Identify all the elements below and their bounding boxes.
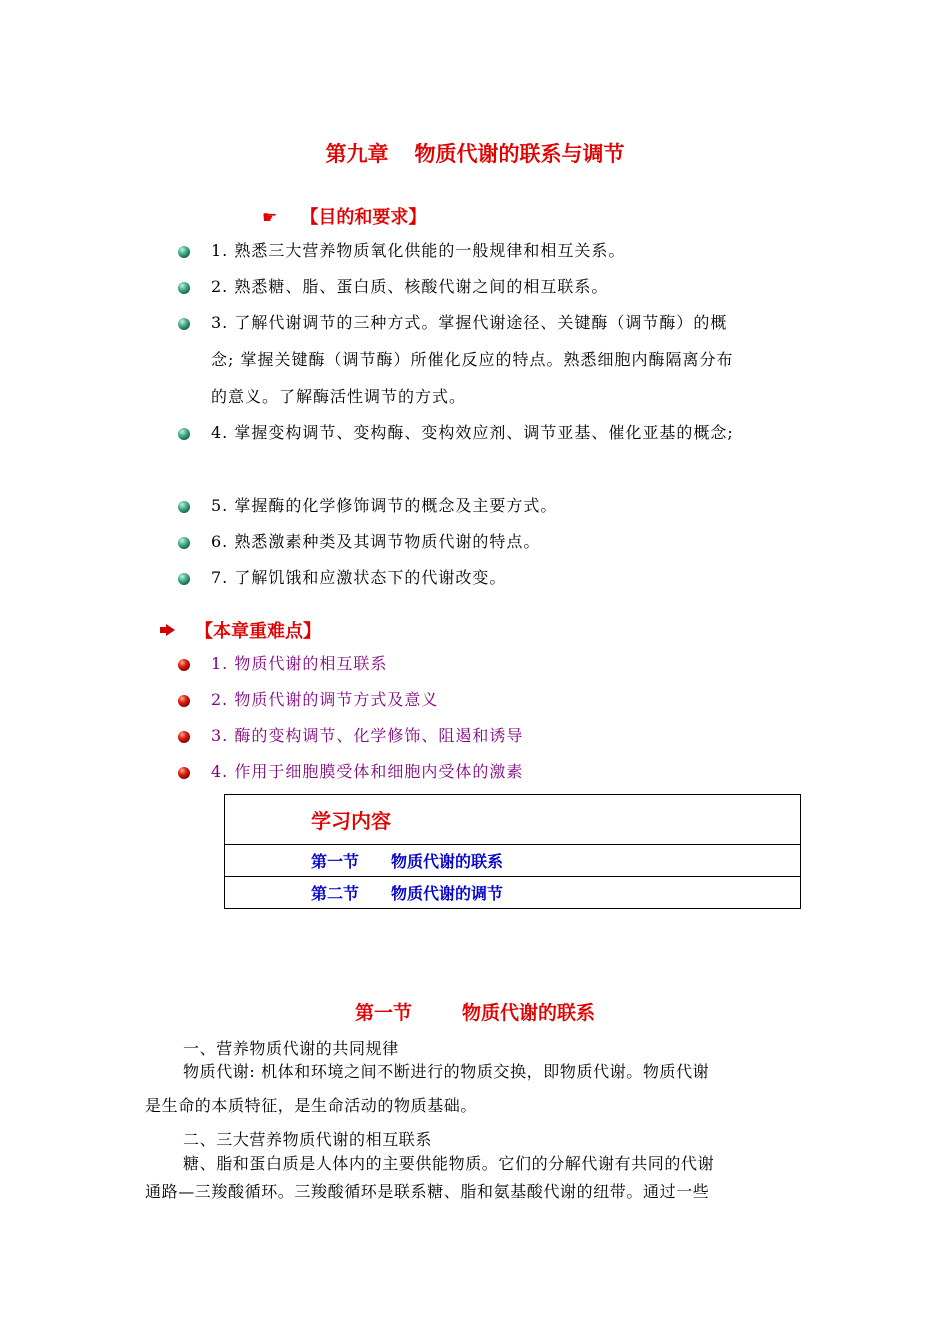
teal-bullet-icon — [178, 573, 190, 585]
teal-bullet-icon — [178, 282, 190, 294]
study-content-row[interactable] — [225, 845, 801, 877]
teal-bullet-icon — [178, 246, 190, 258]
section-title — [0, 998, 950, 1025]
section-name: 物质代谢的联系 — [391, 852, 504, 871]
pointing-hand-icon: ☛ — [262, 208, 278, 228]
teal-bullet-icon — [178, 537, 190, 549]
subheading: 一、营养物质代谢的共同规律 — [183, 1039, 399, 1058]
objective-item: 4. 掌握变构调节、变构酶、变构效应剂、调节亚基、催化亚基的概念; — [211, 423, 734, 442]
section-number: 第二节 — [311, 884, 360, 903]
teal-bullet-icon — [178, 318, 190, 330]
objectives-header — [262, 203, 426, 229]
section-name: 物质代谢的调节 — [391, 884, 504, 903]
body-paragraph-line: 通路—三羧酸循环。三羧酸循环是联系糖、脂和氨基酸代谢的纽带。通过一些 — [145, 1182, 710, 1201]
chapter-number: 第九章 — [325, 142, 389, 166]
section-number: 第一节 — [354, 1002, 412, 1024]
chapter-name: 物质代谢的联系与调节 — [414, 142, 625, 166]
objective-item: 2. 熟悉糖、脂、蛋白质、核酸代谢之间的相互联系。 — [211, 277, 609, 296]
study-content-title: 学习内容 — [225, 795, 801, 845]
key-point-item: 2. 物质代谢的调节方式及意义 — [211, 690, 439, 709]
key-point-item: 1. 物质代谢的相互联系 — [211, 654, 388, 673]
key-points-heading: 【本章重难点】 — [195, 621, 321, 642]
arrow-right-icon — [160, 624, 175, 636]
red-bullet-icon — [178, 731, 190, 743]
objective-item: 3. 了解代谢调节的三种方式。掌握代谢途径、关键酶（调节酶）的概 — [211, 313, 728, 332]
objectives-heading: 【目的和要求】 — [300, 207, 427, 228]
key-point-item: 3. 酶的变构调节、化学修饰、阻遏和诱导 — [211, 726, 524, 745]
teal-bullet-icon — [178, 501, 190, 513]
key-points-header — [160, 617, 321, 643]
red-bullet-icon — [178, 659, 190, 671]
subheading: 二、三大营养物质代谢的相互联系 — [183, 1130, 433, 1149]
study-content-table — [224, 794, 801, 909]
chapter-title — [0, 138, 950, 168]
objective-item-continued: 的意义。了解酶活性调节的方式。 — [211, 387, 467, 406]
objective-item: 5. 掌握酶的化学修饰调节的概念及主要方式。 — [211, 496, 558, 515]
objective-item-continued: 念; 掌握关键酶（调节酶）所催化反应的特点。熟悉细胞内酶隔离分布 — [211, 350, 734, 369]
teal-bullet-icon — [178, 428, 190, 440]
body-paragraph-line: 是生命的本质特征，是生命活动的物质基础。 — [145, 1096, 478, 1115]
key-point-item: 4. 作用于细胞膜受体和细胞内受体的激素 — [211, 762, 524, 781]
objective-item: 1. 熟悉三大营养物质氧化供能的一般规律和相互关系。 — [211, 241, 626, 260]
objective-item: 6. 熟悉激素种类及其调节物质代谢的特点。 — [211, 532, 541, 551]
objective-item: 7. 了解饥饿和应激状态下的代谢改变。 — [211, 568, 507, 587]
body-paragraph-line: 物质代谢: 机体和环境之间不断进行的物质交换，即物质代谢。物质代谢 — [183, 1062, 710, 1081]
section-name: 物质代谢的联系 — [462, 1002, 596, 1024]
body-paragraph-line: 糖、脂和蛋白质是人体内的主要供能物质。它们的分解代谢有共同的代谢 — [183, 1154, 715, 1173]
red-bullet-icon — [178, 695, 190, 707]
study-content-row[interactable] — [225, 877, 801, 909]
section-number: 第一节 — [311, 852, 360, 871]
red-bullet-icon — [178, 767, 190, 779]
